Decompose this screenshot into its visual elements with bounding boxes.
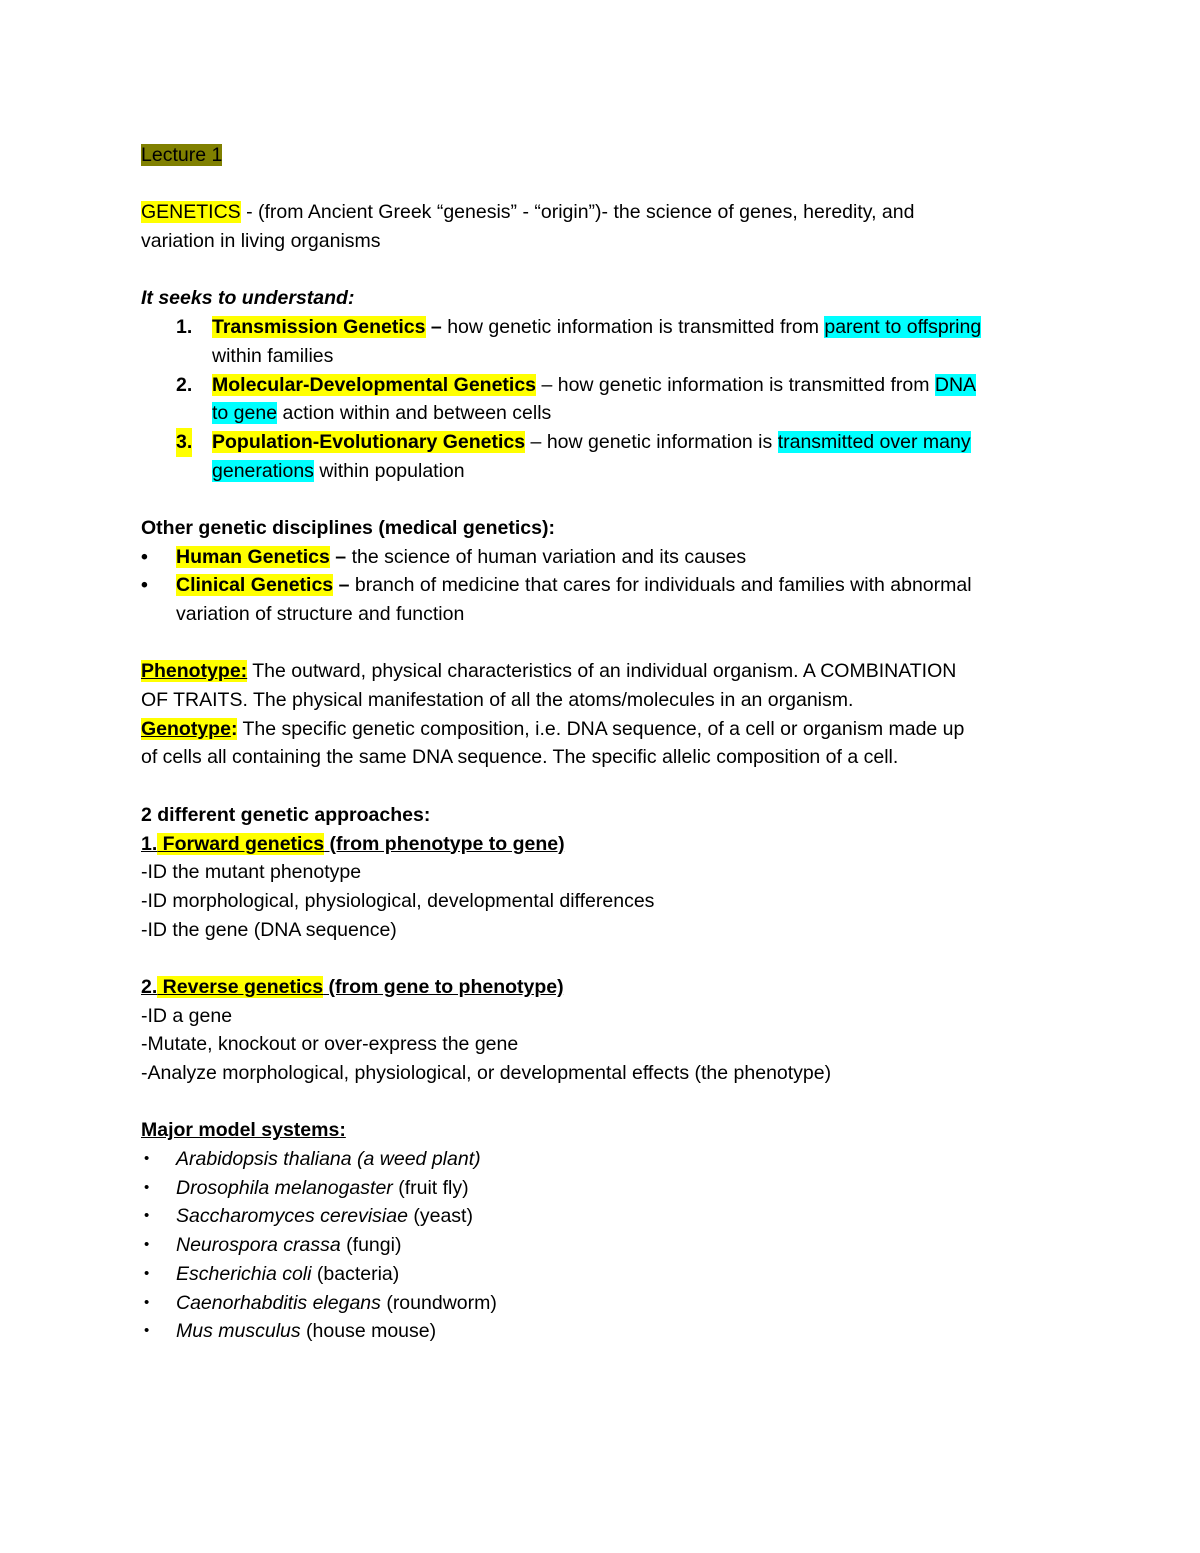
model-item: • Drosophila melanogaster (fruit fly) — [141, 1174, 1071, 1203]
model-item: • Caenorhabditis elegans (roundworm) — [141, 1289, 1071, 1318]
bullet-human-genetics: • Human Genetics – the science of human variation and its causes — [141, 543, 1071, 572]
list-item-transmission: 1. Transmission Genetics – how genetic information is transmitted from parent to offspring — [176, 316, 982, 339]
bullet-icon: • — [144, 1207, 150, 1225]
forward-genetics-heading: 1. Forward genetics (from phenotype to gene) — [141, 832, 565, 855]
seeks-heading: It seeks to understand: — [141, 287, 355, 310]
bullet-clinical-genetics: • Clinical Genetics – branch of medicine that cares for individuals and families with abnormal — [141, 571, 1071, 600]
models-heading: Major model systems: — [141, 1119, 346, 1142]
forward-step: -ID morphological, physiological, developmental differences — [141, 889, 655, 912]
reverse-step: -Analyze morphological, physiological, or developmental effects (the phenotype) — [141, 1062, 832, 1084]
list-item-population-cont: generations within population — [212, 459, 465, 482]
model-item: • Mus musculus (house mouse) — [141, 1317, 1071, 1346]
genetics-term: GENETICS — [141, 201, 241, 224]
list-item-molecular-cont: to gene action within and between cells — [212, 402, 552, 425]
bullet-icon: • — [144, 1178, 150, 1196]
phenotype-definition: Phenotype: The outward, physical characteristics of an individual organism. A COMBINATION — [141, 660, 957, 683]
list-item-transmission-cont: within families — [212, 344, 334, 367]
other-heading: Other genetic disciplines (medical genetics): — [141, 516, 555, 539]
document-body — [141, 141, 1071, 1346]
genetics-definition: GENETICS - (from Ancient Greek “genesis” - “origin”)- the science of genes, heredity, and — [141, 201, 915, 224]
list-item-population: 3. Population-Evolutionary Genetics – how genetic information is transmitted over many — [141, 428, 1071, 457]
model-item: • Arabidopsis thaliana (a weed plant) — [141, 1145, 1071, 1174]
approaches-heading: 2 different genetic approaches: — [141, 803, 431, 826]
reverse-genetics-heading: 2. Reverse genetics (from gene to phenotype) — [141, 975, 564, 998]
genetics-definition-cont: variation in living organisms — [141, 230, 381, 253]
bullet-icon: • — [144, 1293, 150, 1311]
forward-step: -ID the gene (DNA sequence) — [141, 918, 397, 941]
model-item: • Saccharomyces cerevisiae (yeast) — [141, 1202, 1071, 1231]
bullet-icon: • — [144, 1236, 150, 1254]
model-item: • Neurospora crassa (fungi) — [141, 1231, 1071, 1260]
reverse-step: -Mutate, knockout or over-express the gene — [141, 1033, 519, 1056]
bullet-icon: • — [141, 574, 148, 597]
reverse-step: -ID a gene — [141, 1004, 233, 1027]
genotype-definition-cont: of cells all containing the same DNA sequence. The specific allelic composition of a cell. — [141, 746, 899, 769]
model-item: • Escherichia coli (bacteria) — [141, 1260, 1071, 1289]
list-item-molecular: 2. Molecular-Developmental Genetics – how genetic information is transmitted from DNA — [176, 373, 977, 396]
lecture-title: Lecture 1 — [141, 144, 223, 166]
bullet-icon: • — [144, 1322, 150, 1340]
bullet-clinical-genetics-cont: variation of structure and function — [176, 603, 465, 625]
bullet-icon: • — [144, 1150, 150, 1168]
bullet-icon: • — [141, 545, 148, 568]
phenotype-definition-cont: OF TRAITS. The physical manifestation of all the atoms/molecules in an organism. — [141, 689, 854, 712]
genotype-definition: Genotype: The specific genetic composition, i.e. DNA sequence, of a cell or organism made up — [141, 717, 965, 740]
forward-step: -ID the mutant phenotype — [141, 861, 362, 884]
bullet-icon: • — [144, 1264, 150, 1282]
